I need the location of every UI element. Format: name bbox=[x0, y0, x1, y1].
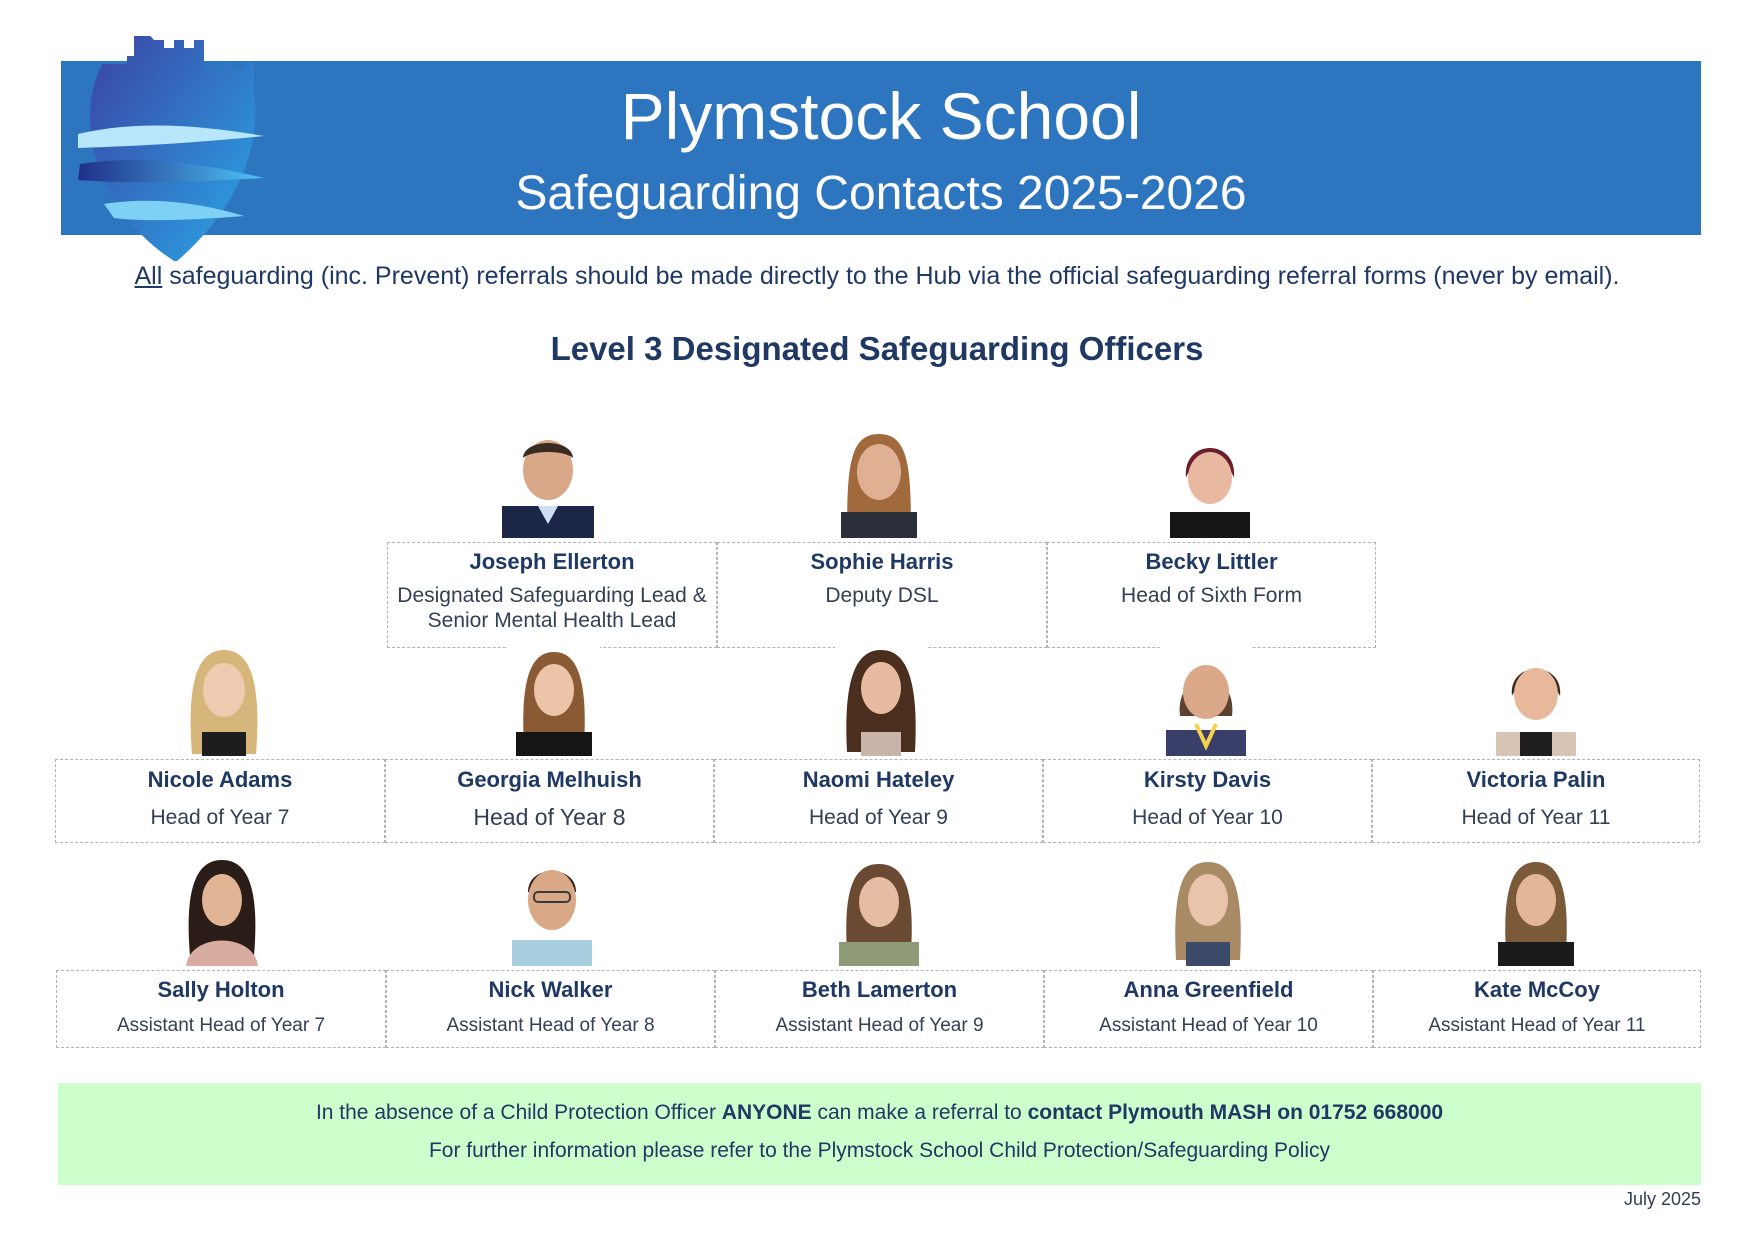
school-title: Plymstock School bbox=[620, 79, 1142, 153]
staff-name: Kirsty Davis bbox=[1143, 767, 1272, 792]
staff-role-line2: Senior Mental Health Lead bbox=[427, 609, 677, 632]
referral-note-emphasis: All bbox=[134, 262, 163, 290]
staff-photo-naomi-hateley bbox=[835, 646, 927, 756]
page-subtitle: Safeguarding Contacts 2025-2026 bbox=[515, 167, 1247, 220]
section-title: Level 3 Designated Safeguarding Officers bbox=[550, 330, 1204, 367]
staff-name: Anna Greenfield bbox=[1123, 977, 1294, 1002]
staff-name: Victoria Palin bbox=[1466, 767, 1606, 792]
policy-reference-line: For further information please refer to the Plymstock School Child Protection/Safeguarding Policy bbox=[428, 1139, 1331, 1162]
staff-name: Joseph Ellerton bbox=[469, 549, 635, 574]
staff-photo-sophie-harris bbox=[833, 428, 925, 538]
head-of-year-card-8 bbox=[385, 759, 714, 843]
mash-contact-line bbox=[58, 1101, 1701, 1125]
assistant-head-card-7 bbox=[56, 970, 386, 1048]
staff-photo-kirsty-davis bbox=[1160, 646, 1252, 756]
staff-photo-beth-lamerton bbox=[833, 856, 925, 966]
assistant-head-card-10 bbox=[1044, 970, 1373, 1048]
assistant-head-card-11 bbox=[1373, 970, 1701, 1048]
staff-photo-nicole-adams bbox=[178, 646, 270, 756]
footer-text: can make a referral to bbox=[811, 1101, 1028, 1124]
staff-role: Assistant Head of Year 7 bbox=[116, 1015, 326, 1036]
staff-role: Head of Year 8 bbox=[473, 804, 626, 830]
staff-role: Head of Year 9 bbox=[809, 806, 948, 829]
staff-photo-anna-greenfield bbox=[1162, 856, 1254, 966]
staff-role: Head of Year 11 bbox=[1461, 806, 1611, 829]
footer-emphasis-anyone: ANYONE bbox=[721, 1101, 812, 1124]
staff-name: Sophie Harris bbox=[810, 549, 954, 574]
staff-role: Assistant Head of Year 8 bbox=[446, 1015, 655, 1036]
head-of-year-card-9 bbox=[714, 759, 1043, 843]
referral-note bbox=[0, 262, 1754, 291]
mash-phone-number: contact Plymouth MASH on 01752 668000 bbox=[1027, 1101, 1444, 1124]
header-banner bbox=[61, 61, 1701, 235]
footer-text: In the absence of a Child Protection Officer bbox=[315, 1101, 722, 1124]
staff-role: Designated Safeguarding Lead & bbox=[397, 584, 707, 607]
staff-role: Deputy DSL bbox=[825, 584, 939, 607]
staff-role: Assistant Head of Year 9 bbox=[775, 1015, 984, 1036]
head-of-year-card-10 bbox=[1043, 759, 1372, 843]
staff-name: Nicole Adams bbox=[147, 767, 293, 792]
staff-photo-victoria-palin bbox=[1490, 646, 1582, 756]
castle-shield-logo bbox=[74, 36, 274, 261]
staff-photo-kate-mccoy bbox=[1490, 856, 1582, 966]
staff-role: Assistant Head of Year 11 bbox=[1428, 1015, 1646, 1036]
dsl-card-2 bbox=[717, 542, 1047, 648]
document-date: July 2025 bbox=[1623, 1189, 1701, 1209]
staff-role: Assistant Head of Year 10 bbox=[1099, 1015, 1318, 1036]
staff-name: Sally Holton bbox=[157, 977, 285, 1002]
staff-name: Georgia Melhuish bbox=[457, 767, 642, 792]
dsl-card-1 bbox=[387, 542, 717, 648]
staff-name: Kate McCoy bbox=[1474, 977, 1600, 1002]
staff-name: Nick Walker bbox=[488, 977, 613, 1002]
staff-role: Head of Sixth Form bbox=[1121, 584, 1302, 607]
staff-name: Beth Lamerton bbox=[801, 977, 958, 1002]
staff-name: Becky Littler bbox=[1145, 549, 1278, 574]
mash-contact-box bbox=[58, 1083, 1701, 1185]
staff-photo-becky-littler bbox=[1164, 428, 1256, 538]
referral-note-text: safeguarding (inc. Prevent) referrals should be made directly to the Hub via the official safeguarding referral forms (never by email). bbox=[162, 262, 1620, 290]
staff-role: Head of Year 10 bbox=[1132, 806, 1283, 829]
staff-name: Naomi Hateley bbox=[802, 767, 955, 792]
head-of-year-card-7 bbox=[55, 759, 385, 843]
assistant-head-card-9 bbox=[715, 970, 1044, 1048]
staff-photo-georgia-melhuish bbox=[508, 646, 600, 756]
assistant-head-card-8 bbox=[386, 970, 715, 1048]
staff-photo-nick-walker bbox=[506, 856, 598, 966]
head-of-year-card-11 bbox=[1372, 759, 1700, 843]
staff-photo-sally-holton bbox=[176, 856, 268, 966]
dsl-card-3 bbox=[1047, 542, 1376, 648]
staff-photo-joseph-ellerton bbox=[502, 428, 594, 538]
staff-role: Head of Year 7 bbox=[150, 806, 290, 829]
